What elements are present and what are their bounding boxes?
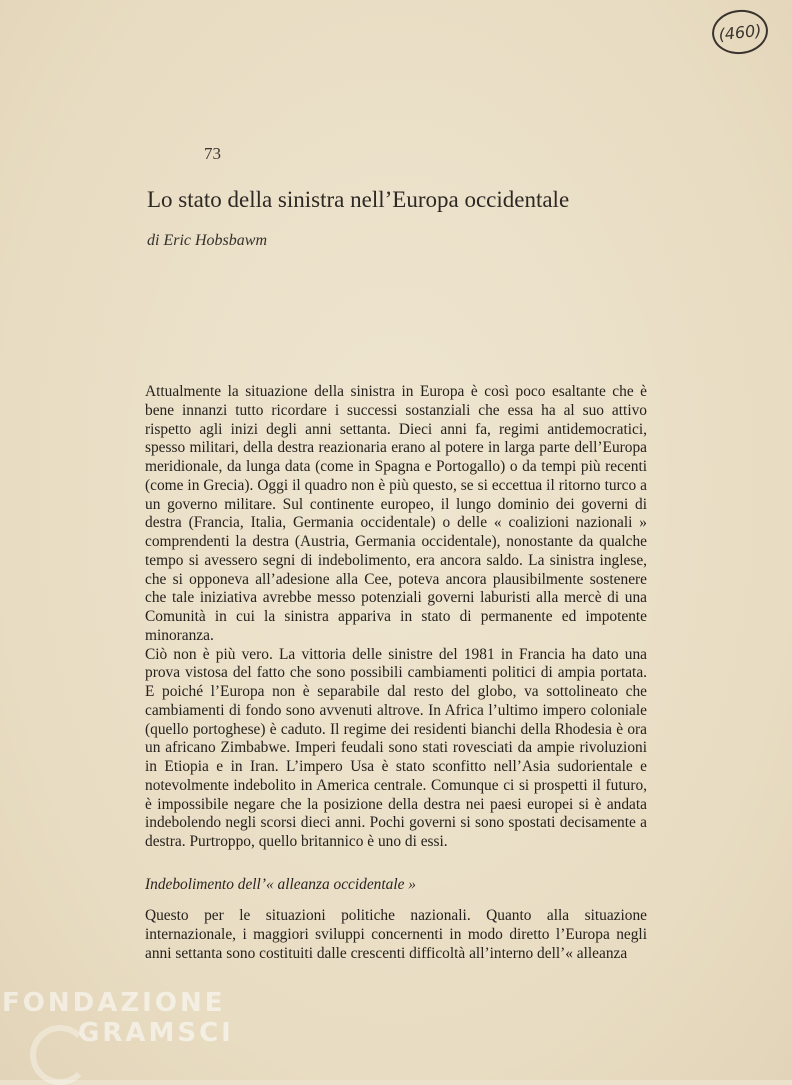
paragraph-3: Questo per le situazioni politiche nazionali. Quanto alla situazione internazionale, i maggiori sviluppi concernenti in modo diretto l’Europa negli anni settanta sono costituiti dalle crescenti difficoltà all’interno dell’« alleanza [145, 907, 647, 962]
section-heading: Indebolimento dell’« alleanza occidentale » [145, 876, 416, 893]
page-number: 73 [204, 144, 221, 163]
article-body [145, 383, 647, 852]
paragraph-1: Attualmente la situazione della sinistra in Europa è così poco esaltante che è bene innanzi tutto ricordare i successi sostanziali che essa ha al suo attivo rispetto agli inizi degli anni settanta. Dieci anni fa, regimi antidemocratici, spesso militari, della destra reazionaria erano al potere in larga parte dell’Europa meridionale, da lunga data (come in Spagna e Portogallo) o da tempi più recenti (come in Grecia). Oggi il quadro non è più questo, se si eccettua il ritorno turco a un governo militare. Sul continente europeo, il lungo dominio dei governi di destra (Francia, Italia, Germania occidentale) o delle « coalizioni nazionali » comprendenti la destra (Austria, Germania occidentale), nonostante da qualche tempo si avessero segni di indebolimento, era ancora saldo. La sinistra inglese, che si opponeva all’adesione alla Cee, poteva ancora plausibilmente sostenere che tale iniziativa avrebbe messo potenziali governi laburisti alla mercè di una Comunità in cui la sinistra appariva in stato di permanente ed impotente minoranza. [145, 383, 647, 644]
article-title: Lo stato della sinistra nell’Europa occidentale [147, 187, 570, 212]
watermark [2, 988, 234, 1048]
watermark-line-1: FONDAZIONE [2, 988, 226, 1018]
archive-stamp-number: (460) [717, 20, 763, 44]
archive-stamp [710, 7, 770, 57]
watermark-line-2: GRAMSCI [78, 1018, 234, 1048]
paragraph-2: Ciò non è più vero. La vittoria delle sinistre del 1981 in Francia ha dato una prova vistosa del fatto che sono possibili cambiamenti politici di ampia portata. E poiché l’Europa non è separabile dal resto del globo, va sottolineato che cambiamenti di fondo sono avvenuti altrove. In Africa l’ultimo impero coloniale (quello portoghese) è caduto. Il regime dei residenti bianchi della Rhodesia è ora un africano Zimbabwe. Imperi feudali sono stati rovesciati da ampie rivoluzioni in Etiopia e in Iran. L’impero Usa è stato sconfitto nell’Asia sudorientale e notevolmente indebolito in America centrale. Comunque ci si prospetti il futuro, è impossibile negare che la posizione della destra nei paesi europei si è andata indebolendo negli scorsi dieci anni. Pochi governi si sono spostati decisamente a destra. Purtroppo, quello britannico è uno di essi. [145, 645, 647, 850]
section-body [145, 907, 647, 963]
article-author: di Eric Hobsbawm [147, 232, 267, 249]
